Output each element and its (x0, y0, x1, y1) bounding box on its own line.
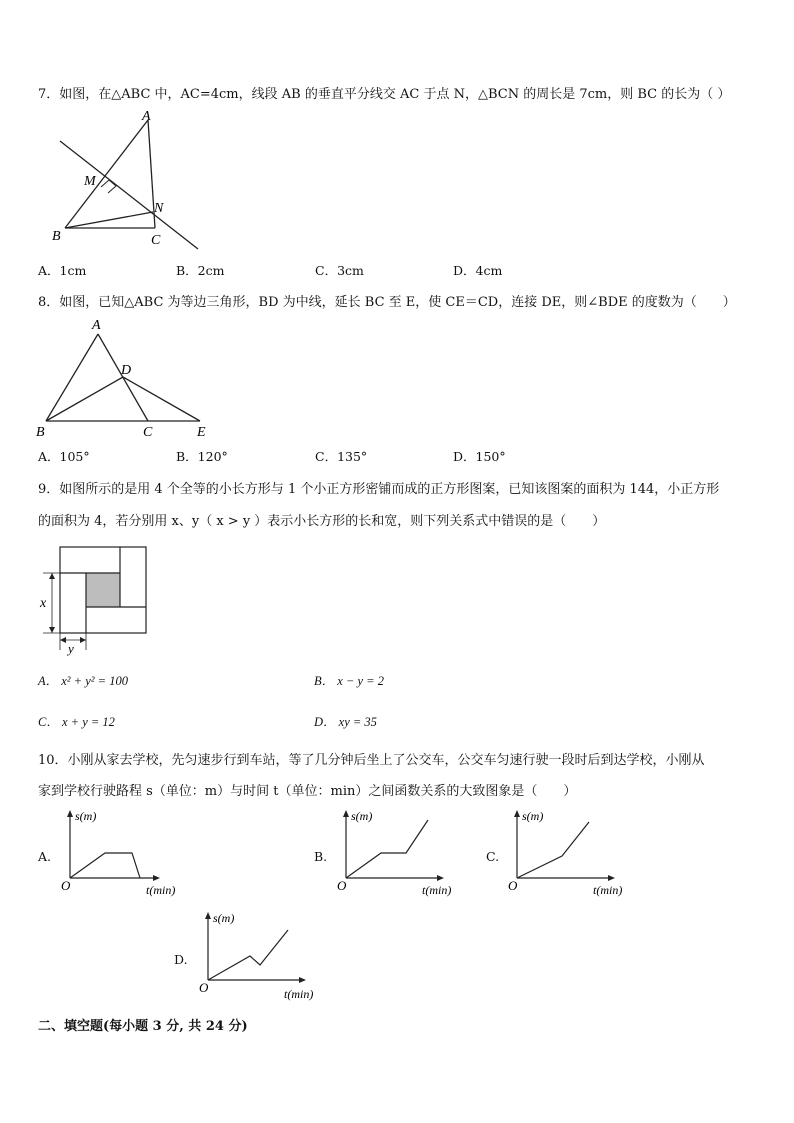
q8-option-b: B．120° (176, 449, 228, 464)
svg-text:t(min): t(min) (146, 883, 176, 897)
q8-label-e: E (197, 425, 206, 440)
q7-option-b: B．2cm (176, 263, 225, 278)
q10-stem-line2: 家到学校行驶路程 s（单位：m）与时间 t（单位：min）之间函数关系的大致图象是（ ） (38, 784, 577, 799)
q10-stem-line1: 10．小刚从家去学校，先匀速步行到车站，等了几分钟后坐上了公交车，公交车匀速行驶一段时后到达学校，小刚从 (38, 753, 705, 768)
svg-text:O: O (508, 878, 518, 893)
q7-stem: 7．如图，在△ABC 中，AC=4cm，线段 AB 的垂直平分线交 AC 于点 N，△BCN 的周长是 7cm，则 BC 的长为（ ） (38, 87, 731, 102)
svg-text:t(min): t(min) (284, 987, 314, 1001)
q9-figure (36, 542, 152, 656)
svg-text:O: O (337, 878, 347, 893)
section-heading: 二、填空题(每小题 3 分, 共 24 分) (38, 1019, 248, 1034)
q7-option-a: A．1cm (38, 263, 87, 278)
q9-stem-line1: 9．如图所示的是用 4 个全等的小长方形与 1 个小正方形密铺而成的正方形图案，已知该图案的面积为 144，小正方形 (38, 482, 720, 497)
q10-option-b: B. (314, 849, 328, 864)
q7-figure (50, 108, 210, 253)
q7-label-b: B (52, 229, 61, 244)
q10-option-a: A. (38, 849, 52, 864)
svg-text:O: O (61, 878, 71, 893)
svg-text:s(m): s(m) (213, 911, 235, 925)
q8-figure (34, 316, 214, 440)
q8-label-a: A (92, 318, 101, 333)
q8-label-d: D (121, 363, 132, 378)
q9-option-c: C． x + y = 12 (38, 715, 115, 729)
q8-label-c: C (143, 425, 153, 440)
q7-label-c: C (151, 233, 161, 248)
q10-option-d: D. (174, 952, 188, 967)
q9-stem-line2: 的面积为 4，若分别用 x、y（ x > y ）表示小长方形的长和宽，则下列关系式中错误的是（ ） (38, 514, 606, 529)
q9-option-d: D． xy = 35 (314, 715, 377, 729)
svg-text:s(m): s(m) (351, 809, 373, 823)
q9-option-b: B． x − y = 2 (314, 674, 384, 688)
q10-option-c: C. (486, 849, 500, 864)
svg-text:s(m): s(m) (75, 809, 97, 823)
q10-graph-b (336, 808, 466, 900)
q7-option-d: D．4cm (453, 263, 503, 278)
q8-label-b: B (36, 425, 45, 440)
q7-label-m: M (84, 174, 96, 189)
svg-text:O: O (199, 980, 209, 995)
svg-text:t(min): t(min) (593, 883, 623, 897)
q7-label-a: A (142, 109, 151, 124)
q8-option-d: D．150° (453, 449, 506, 464)
q8-stem: 8．如图，已知△ABC 为等边三角形，BD 为中线，延长 BC 至 E，使 CE＝CD，连接 DE，则∠BDE 的度数为（ ） (38, 295, 736, 310)
q8-option-a: A．105° (38, 449, 90, 464)
q10-graph-d (198, 910, 328, 1004)
svg-text:t(min): t(min) (422, 883, 452, 897)
q9-label-y: y (68, 641, 74, 656)
q9-label-x: x (40, 596, 47, 611)
q10-graph-a (60, 808, 190, 900)
q8-option-c: C．135° (315, 449, 368, 464)
q9-option-a: A． x² + y² = 100 (38, 674, 128, 688)
q10-graph-c (507, 808, 637, 900)
q7-label-n: N (154, 201, 164, 216)
q7-option-c: C．3cm (315, 263, 364, 278)
svg-text:s(m): s(m) (522, 809, 544, 823)
